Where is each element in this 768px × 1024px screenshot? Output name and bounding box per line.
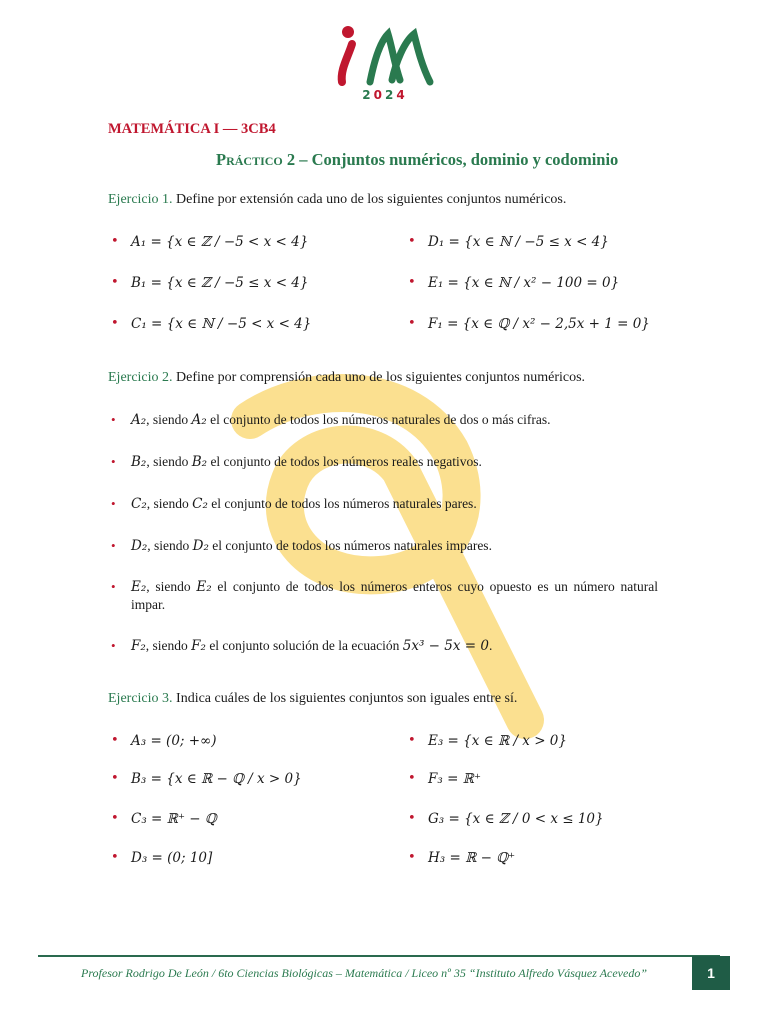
title-rest: – Conjuntos numéricos, dominio y codominio — [295, 150, 619, 169]
set-item: • A₃ = (0; +∞) — [111, 733, 217, 749]
set-item: • F₃ = ℝ⁺ — [408, 771, 482, 787]
footer-text: Profesor Rodrigo De León / 6to Ciencias Biológicas – Matemática / Liceo nº 35 “Instituto Alfredo Vásquez Acevedo” — [81, 966, 647, 980]
exercise-text: Indica cuáles de los siguientes conjuntos son iguales entre sí. — [172, 691, 518, 706]
set-item: • E₃ = {x ∈ ℝ / x > 0} — [408, 733, 567, 749]
subject-heading: MATEMÁTICA I — 3CB4 — [108, 121, 276, 137]
exercise-label: Ejercicio 3. — [108, 691, 173, 706]
set-item: • A₁ = {x ∈ ℤ / −5 < x < 4} — [111, 234, 309, 250]
set-item: • D₁ = {x ∈ ℕ / −5 ≤ x < 4} — [408, 234, 609, 250]
logo-year: 2024 — [362, 88, 408, 102]
exercise-text: Define por extensión cada uno de los siguientes conjuntos numéricos. — [172, 192, 567, 207]
set-item: • D₃ = (0; 10] — [111, 850, 213, 866]
exercise-label: Ejercicio 1. — [108, 192, 173, 207]
title-prefix: Práctico 2 — [216, 150, 296, 169]
set-item: • B₃ = {x ∈ ℝ − ℚ / x > 0} — [111, 771, 302, 787]
set-item: • E₁ = {x ∈ ℕ / x² − 100 = 0} — [408, 275, 620, 291]
footer-divider — [38, 955, 720, 957]
exercise-label: Ejercicio 2. — [108, 370, 173, 385]
set-item: • G₃ = {x ∈ ℤ / 0 < x ≤ 10} — [408, 811, 604, 827]
list-item: • F₂, siendo F₂ el conjunto solución de la ecuación 5x³ − 5x = 0. — [111, 638, 493, 654]
set-item: • H₃ = ℝ − ℚ⁺ — [408, 850, 516, 866]
list-item: • B₂, siendo B₂ el conjunto de todos los números reales negativos. — [111, 454, 482, 470]
page-title — [216, 150, 618, 170]
set-item: • F₁ = {x ∈ ℚ / x² − 2,5x + 1 = 0} — [408, 316, 650, 332]
exercise-2-heading — [108, 370, 585, 386]
exercise-3-heading — [108, 691, 517, 707]
page-number: 1 — [692, 956, 730, 990]
set-item: • C₃ = ℝ⁺ − ℚ — [111, 811, 217, 827]
list-item: • C₂, siendo C₂ el conjunto de todos los números naturales pares. — [111, 496, 477, 512]
institution-logo — [330, 22, 440, 108]
exercise-text: Define por comprensión cada uno de los siguientes conjuntos numéricos. — [172, 370, 586, 385]
set-item: • B₁ = {x ∈ ℤ / −5 ≤ x < 4} — [111, 275, 309, 291]
list-item: • D₂, siendo D₂ el conjunto de todos los números naturales impares. — [111, 538, 492, 554]
ivava-logo-icon — [330, 22, 440, 88]
exercise-1-heading — [108, 192, 566, 208]
list-item: • A₂, siendo A₂ el conjunto de todos los números naturales de dos o más cifras. — [111, 412, 551, 428]
list-item: • E₂, siendo E₂ el conjunto de todos los números enteros cuyo opuesto es un número natural impar. — [111, 579, 658, 612]
set-item: • C₁ = {x ∈ ℕ / −5 < x < 4} — [111, 316, 312, 332]
